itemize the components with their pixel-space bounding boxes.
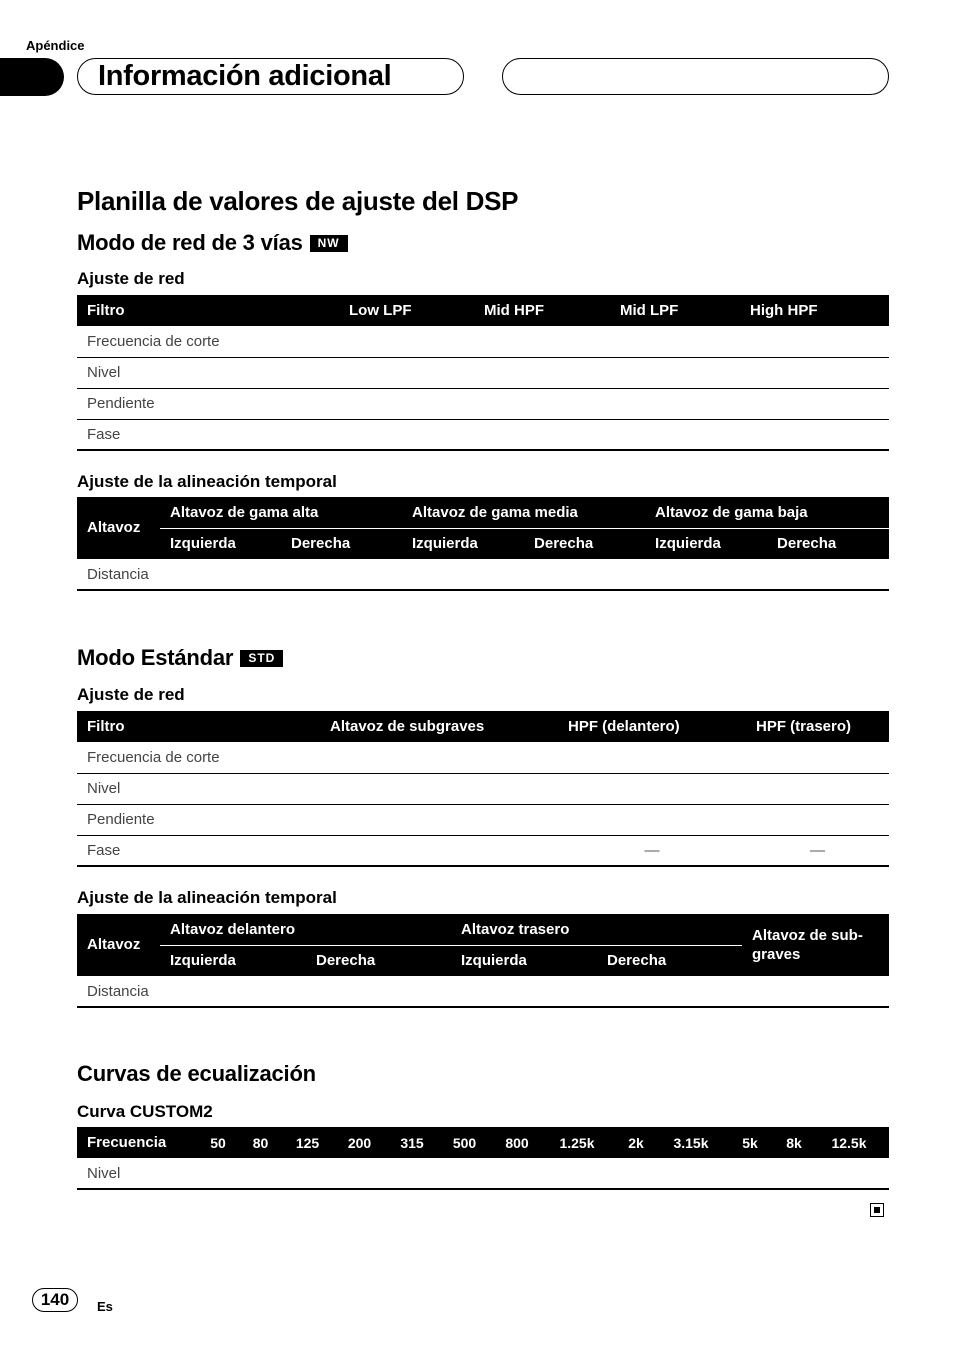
eq-header: 50: [197, 1127, 239, 1158]
eq-header: 200: [333, 1127, 386, 1158]
std-time-sub: Izquierda: [451, 945, 597, 976]
table-row: [77, 742, 889, 773]
row-label: Fase: [77, 835, 320, 866]
eq-heading: [77, 1061, 316, 1087]
row-label: Nivel: [77, 773, 320, 804]
eq-header: 8k: [779, 1127, 809, 1158]
table-row: [77, 326, 889, 357]
nw-net-header: High HPF: [740, 295, 889, 326]
nw-network-table: [77, 295, 889, 451]
eq-header: 2k: [611, 1127, 661, 1158]
nw-time-sub: Izquierda: [160, 528, 281, 559]
std-net-header: HPF (trasero): [746, 711, 889, 742]
nw-time-caption: Ajuste de la alineación temporal: [77, 472, 337, 491]
eq-header: 1.25k: [543, 1127, 611, 1158]
table-row: [77, 559, 889, 590]
section-tab-marker: [0, 58, 64, 96]
eq-header: 315: [386, 1127, 438, 1158]
std-net-header: Filtro: [77, 711, 320, 742]
network-mode-heading: [77, 230, 348, 256]
eq-header: 80: [239, 1127, 282, 1158]
page-number: 140: [32, 1288, 78, 1312]
nw-time-sub: Izquierda: [402, 528, 524, 559]
std-time-row-header: Altavoz: [77, 914, 160, 976]
network-mode-heading-text: Modo de red de 3 vías: [77, 230, 303, 255]
row-label: Frecuencia de corte: [77, 326, 339, 357]
eq-heading-text: Curvas de ecualización: [77, 1061, 316, 1086]
chapter-subtitle-box: [502, 58, 889, 95]
eq-header: Frecuencia: [77, 1127, 197, 1158]
eq-header: 125: [282, 1127, 333, 1158]
eq-header: 3.15k: [661, 1127, 721, 1158]
eq-table: [77, 1127, 889, 1190]
section-label: Apéndice: [26, 38, 85, 53]
table-row: [77, 976, 889, 1007]
page-title: Planilla de valores de ajuste del DSP: [77, 186, 519, 216]
nw-time-group: Altavoz de gama alta: [160, 497, 402, 528]
std-badge: STD: [240, 650, 283, 667]
nw-time-sub: Derecha: [767, 528, 889, 559]
row-label: Distancia: [77, 559, 281, 590]
nw-time-group: Altavoz de gama media: [402, 497, 645, 528]
eq-header: 5k: [721, 1127, 779, 1158]
nw-time-sub: Derecha: [524, 528, 645, 559]
eq-header: 800: [491, 1127, 543, 1158]
row-label: Pendiente: [77, 388, 339, 419]
std-time-table: [77, 914, 889, 1008]
not-applicable-dash: —: [558, 835, 746, 866]
row-label: Nivel: [77, 1158, 197, 1189]
nw-net-header: Mid LPF: [610, 295, 740, 326]
eq-caption: Curva CUSTOM2: [77, 1102, 213, 1121]
std-time-caption: Ajuste de la alineación temporal: [77, 888, 337, 907]
table-row: [77, 1158, 889, 1189]
nw-time-group: Altavoz de gama baja: [645, 497, 889, 528]
nw-time-row-header: Altavoz: [77, 497, 160, 559]
row-label: Nivel: [77, 357, 339, 388]
table-row: [77, 357, 889, 388]
eq-header: 12.5k: [809, 1127, 889, 1158]
nw-net-header: Low LPF: [339, 295, 474, 326]
row-label: Fase: [77, 419, 339, 450]
std-time-sub: Derecha: [306, 945, 451, 976]
row-label: Pendiente: [77, 804, 320, 835]
not-applicable-dash: —: [746, 835, 889, 866]
nw-time-sub: Derecha: [281, 528, 402, 559]
nw-time-table: [77, 497, 889, 591]
std-time-sub: Izquierda: [160, 945, 306, 976]
nw-badge: NW: [310, 235, 348, 252]
std-time-group: Altavoz delantero: [160, 914, 451, 945]
table-row: [77, 804, 889, 835]
std-time-subwoofer: Altavoz de sub-graves: [742, 914, 889, 976]
row-label: Frecuencia de corte: [77, 742, 320, 773]
standard-mode-heading-text: Modo Estándar: [77, 645, 234, 670]
language-code: Es: [97, 1299, 113, 1314]
std-time-sub: Derecha: [597, 945, 742, 976]
std-network-table: [77, 711, 889, 867]
table-row: [77, 835, 889, 866]
std-net-header: Altavoz de subgraves: [320, 711, 558, 742]
table-row: [77, 388, 889, 419]
nw-net-header: Filtro: [77, 295, 339, 326]
nw-time-sub: Izquierda: [645, 528, 767, 559]
eq-header: 500: [438, 1127, 491, 1158]
std-net-caption: Ajuste de red: [77, 685, 185, 704]
standard-mode-heading: [77, 645, 283, 671]
nw-net-header: Mid HPF: [474, 295, 610, 326]
end-of-section-icon: [870, 1203, 884, 1217]
std-time-group: Altavoz trasero: [451, 914, 742, 945]
row-label: Distancia: [77, 976, 306, 1007]
table-row: [77, 773, 889, 804]
nw-net-caption: Ajuste de red: [77, 269, 185, 288]
chapter-title: Información adicional: [77, 58, 464, 95]
table-row: [77, 419, 889, 450]
std-net-header: HPF (delantero): [558, 711, 746, 742]
